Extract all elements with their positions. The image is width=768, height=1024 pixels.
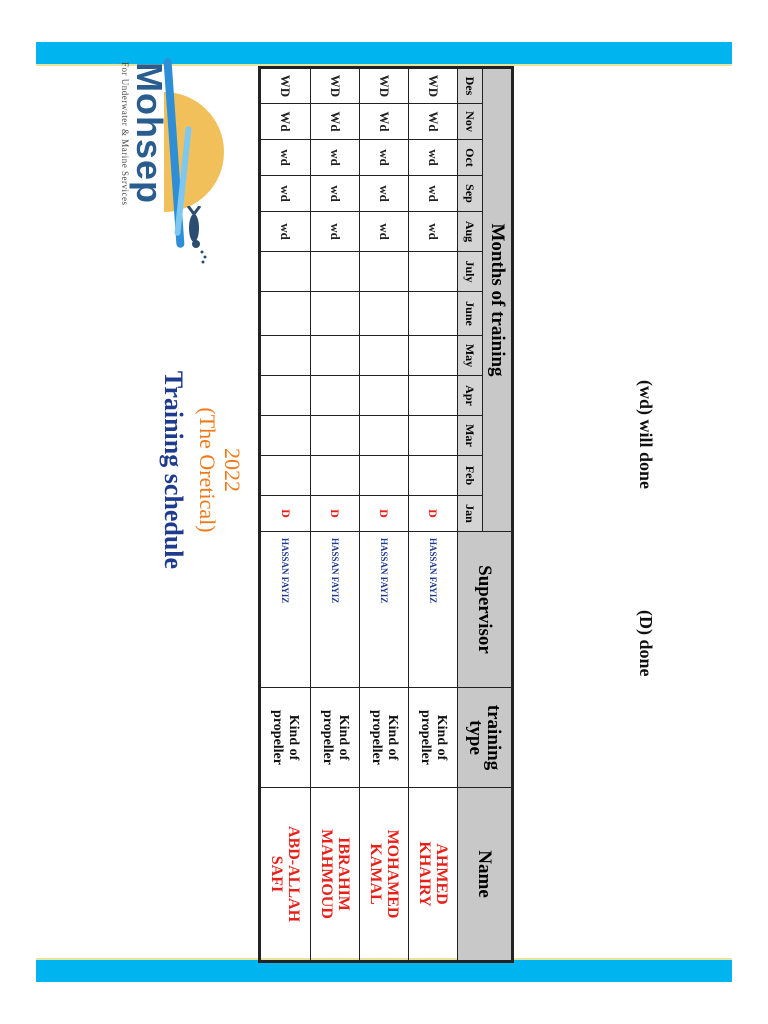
table-row [408,68,457,962]
training-type-header: training type [458,688,513,788]
month-header: Mar [458,416,483,456]
month-cell [408,336,457,376]
supervisor-cell: HASSAN FAYIZ [310,532,359,688]
month-cell [310,336,359,376]
month-cell: Wd [408,104,457,140]
logo-tagline: For Underwater & Marine Services [120,62,130,206]
month-cell: wd [310,140,359,176]
months-header: Months of training [483,68,513,532]
month-header: July [458,252,483,292]
month-header: Oct [458,140,483,176]
month-header: Apr [458,376,483,416]
supervisor-header: Supervisor [458,532,513,688]
table-row [260,68,311,962]
trainee-name-cell: AHMED KHAIRY [408,788,457,962]
month-cell: wd [260,140,311,176]
month-cell [408,456,457,496]
month-cell [359,416,408,456]
month-cell: wd [310,176,359,212]
month-header: Aug [458,212,483,252]
page-title: Training schedule [159,370,188,570]
month-cell [260,336,311,376]
month-cell [359,336,408,376]
month-cell: Wd [260,104,311,140]
month-cell [359,376,408,416]
month-cell: wd [260,212,311,252]
month-cell [260,292,311,336]
month-cell: D [359,496,408,532]
month-header: June [458,292,483,336]
trainee-name-cell: MOHAMED KAMAL [359,788,408,962]
month-cell [408,416,457,456]
month-cell [359,252,408,292]
logo-wordmark: Mohsep [129,62,170,205]
month-cell: wd [359,140,408,176]
month-cell [260,456,311,496]
training-type-cell: Kind of propeller [408,688,457,788]
training-type-cell: Kind of propeller [359,688,408,788]
table-row [359,68,408,962]
month-cell [359,456,408,496]
month-cell: wd [310,212,359,252]
month-cell [408,292,457,336]
supervisor-cell: HASSAN FAYIZ [260,532,311,688]
month-header: Jan [458,496,483,532]
month-cell [310,456,359,496]
month-cell: wd [408,140,457,176]
month-cell [310,376,359,416]
legend-done: (D) done [636,610,656,677]
month-cell: wd [359,176,408,212]
trainee-name-cell: IBRAHIM MAHMOUD [310,788,359,962]
table-row [310,68,359,962]
month-header: Nov [458,104,483,140]
month-cell: wd [408,176,457,212]
month-cell: Wd [359,104,408,140]
month-cell [310,292,359,336]
supervisor-cell: HASSAN FAYIZ [408,532,457,688]
month-cell [359,292,408,336]
trainee-name-cell: ABD-ALLAH SAFI [260,788,311,962]
month-cell: WD [260,68,311,104]
month-cell [310,416,359,456]
month-cell [408,252,457,292]
month-cell [408,376,457,416]
month-header: Des [458,68,483,104]
training-type-cell: Kind of propeller [310,688,359,788]
training-type-cell: Kind of propeller [260,688,311,788]
company-logo [118,56,226,286]
month-header: May [458,336,483,376]
month-cell: wd [260,176,311,212]
month-cell [310,252,359,292]
name-header: Name [458,788,513,962]
month-cell: D [260,496,311,532]
month-cell: wd [359,212,408,252]
month-cell: WD [359,68,408,104]
page-year: 2022 [220,448,245,492]
legend-will-done: (wd) will done [636,380,656,490]
month-cell [260,252,311,292]
month-cell: D [310,496,359,532]
page-subtitle: (The Oretical) [195,407,220,533]
month-cell: WD [310,68,359,104]
supervisor-cell: HASSAN FAYIZ [359,532,408,688]
month-cell [260,416,311,456]
month-header: Feb [458,456,483,496]
month-cell: wd [408,212,457,252]
diver-icon [180,206,208,266]
month-cell: Wd [310,104,359,140]
month-cell: D [408,496,457,532]
training-table [258,66,514,963]
month-cell: WD [408,68,457,104]
month-header: Sep [458,176,483,212]
month-cell [260,376,311,416]
